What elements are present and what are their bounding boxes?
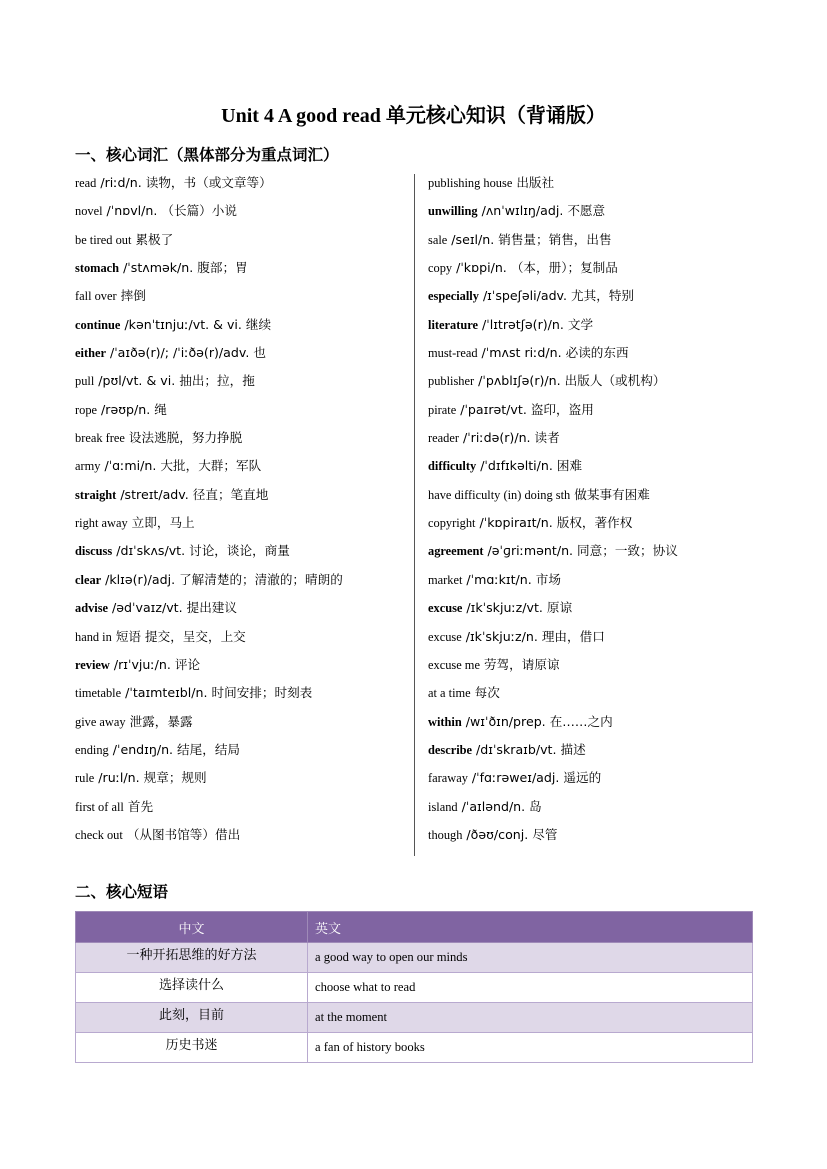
vocab-definition: /rɪˈvjuː/n. 评论 (109, 656, 201, 672)
vocab-entry (75, 796, 415, 824)
vocab-entry (75, 597, 415, 625)
vocab-entry (428, 626, 768, 654)
vocab-entry (75, 229, 415, 257)
column-divider (414, 174, 415, 856)
phrase-english: a fan of history books (308, 1033, 753, 1063)
vocab-definition: /pʊl/vt. & vi. 抽出；拉，拖 (94, 373, 255, 389)
vocab-definition: /dɪˈskʌs/vt. 讨论，谈论，商量 (112, 543, 290, 559)
vocab-entry (428, 342, 768, 370)
vocab-word: difficulty (428, 459, 477, 474)
vocab-word: novel (75, 204, 103, 219)
vocab-definition: /ʌnˈwɪlɪŋ/adj. 不愿意 (477, 203, 606, 219)
vocab-entry (75, 824, 415, 852)
table-row (76, 973, 753, 1003)
vocab-definition: 做某事有困难 (570, 486, 650, 502)
vocab-entry (75, 172, 415, 200)
vocab-word: unwilling (428, 204, 478, 219)
vocab-word: excuse (428, 629, 462, 644)
vocab-definition: /riːd/n. 读物，书（或文章等） (96, 175, 272, 190)
vocab-entry (428, 229, 768, 257)
vocab-definition: 首先 (123, 798, 154, 814)
section-heading-phrases: 二、核心短语 (75, 883, 169, 901)
vocab-word: ending (75, 742, 109, 757)
vocab-entry (75, 739, 415, 767)
vocab-word: discuss (75, 544, 113, 559)
table-row (76, 1033, 753, 1063)
vocab-entry (428, 370, 768, 398)
vocab-entry (428, 796, 768, 824)
vocab-word: hand in (75, 629, 112, 644)
vocab-word: advise (75, 601, 109, 616)
vocab-column-right (428, 172, 768, 852)
phrase-chinese: 历史书迷 (76, 1033, 308, 1063)
vocab-entry (75, 569, 415, 597)
vocab-definition: /ˈdɪfɪkəlti/n. 困难 (476, 458, 583, 474)
vocab-definition: 摔倒 (116, 288, 146, 304)
vocab-definition: /wɪˈðɪn/prep. 在……之内 (461, 713, 613, 729)
vocab-entry (75, 314, 415, 342)
phrase-chinese: 此刻，目前 (76, 1003, 308, 1033)
vocab-entry (75, 285, 415, 313)
table-row (76, 943, 753, 973)
vocab-word: rule (75, 771, 95, 786)
vocab-entry (428, 314, 768, 342)
vocab-definition: 短语 提交，呈交，上交 (111, 628, 246, 644)
vocab-word: agreement (428, 544, 484, 559)
vocab-definition: 泄露，暴露 (125, 713, 193, 729)
vocab-word: give away (75, 714, 126, 729)
section-heading-vocabulary: 一、核心词汇（黑体部分为重点词汇） (75, 146, 339, 164)
header-english: 英文 (308, 912, 753, 943)
vocab-word: market (428, 572, 463, 587)
phrase-table-header (76, 912, 753, 943)
vocab-entry (75, 767, 415, 795)
vocab-word: either (75, 346, 106, 361)
vocab-definition: /ˈlɪtrətʃə(r)/n. 文学 (478, 316, 594, 332)
vocab-word: describe (428, 742, 473, 757)
vocab-definition: /ˈtaɪmteɪbl/n. 时间安排；时刻表 (121, 685, 313, 701)
vocab-entry (75, 427, 415, 455)
vocab-entry (428, 200, 768, 228)
vocab-entry (428, 455, 768, 483)
vocab-word: review (75, 657, 110, 672)
vocab-entry (75, 512, 415, 540)
vocab-definition: /seɪl/n. 销售量；销售，出售 (447, 231, 612, 247)
vocab-word: pull (75, 374, 95, 389)
vocab-definition: /ruːl/n. 规章；规则 (94, 770, 207, 786)
vocab-word: pirate (428, 402, 457, 417)
vocab-definition: /ˈkɒpi/n. （本，册）；复制品 (452, 260, 618, 276)
vocab-word: at a time (428, 686, 471, 701)
vocab-word: copyright (428, 516, 476, 531)
vocab-word: first of all (75, 799, 124, 814)
vocab-definition: /kənˈtɪnjuː/vt. & vi. 继续 (120, 316, 272, 332)
vocab-definition: /ˈmʌst riːd/n. 必读的东西 (477, 345, 629, 361)
vocab-word: literature (428, 317, 478, 332)
vocab-definition: /ɪˈspeʃəli/adv. 尤其，特别 (478, 288, 635, 304)
vocab-word: within (428, 714, 462, 729)
vocab-entry (75, 626, 415, 654)
vocab-entry (428, 569, 768, 597)
phrase-english: at the moment (308, 1003, 753, 1033)
vocab-entry (428, 285, 768, 313)
vocab-definition: /streɪt/adv. 径直；笔直地 (116, 486, 269, 502)
vocab-definition: /ɪkˈskjuːz/n. 理由，借口 (461, 628, 605, 644)
vocab-definition: /ðəʊ/conj. 尽管 (462, 826, 558, 842)
vocab-word: stomach (75, 261, 120, 276)
vocab-definition: /ˈriːdə(r)/n. 读者 (458, 430, 560, 446)
vocab-entry (75, 654, 415, 682)
vocab-word: island (428, 799, 458, 814)
vocab-entry (75, 257, 415, 285)
vocab-column-left (75, 172, 415, 852)
vocab-definition: /ədˈvaɪz/vt. 提出建议 (108, 600, 237, 616)
vocab-word: copy (428, 261, 453, 276)
table-row (76, 1003, 753, 1033)
vocab-definition: /ˈɑːmi/n. 大批，大群；军队 (100, 458, 262, 474)
vocab-entry (75, 370, 415, 398)
vocab-definition: 设法逃脱，努力挣脱 (124, 430, 243, 446)
vocab-entry (428, 711, 768, 739)
vocab-word: read (75, 176, 97, 190)
phrase-chinese: 选择读什么 (76, 973, 308, 1003)
vocab-definition: /rəʊp/n. 绳 (97, 401, 167, 417)
vocab-word: publishing house (428, 176, 513, 190)
vocab-entry (75, 682, 415, 710)
vocab-word: especially (428, 289, 479, 304)
phrase-english: a good way to open our minds (308, 943, 753, 973)
vocab-word: be tired out (75, 232, 132, 247)
vocab-entry (428, 427, 768, 455)
vocab-definition: /ˈaɪðə(r)/; /ˈiːðə(r)/adv. 也 (105, 345, 266, 361)
vocab-word: have difficulty (in) doing sth (428, 487, 571, 502)
vocab-word: faraway (428, 771, 468, 786)
vocab-definition: /klɪə(r)/adj. 了解清楚的；清澈的；晴朗的 (101, 571, 343, 587)
vocab-entry (428, 484, 768, 512)
vocab-entry (428, 654, 768, 682)
vocab-entry (428, 767, 768, 795)
vocab-definition: /ˈnɒvl/n. （长篇）小说 (102, 203, 237, 219)
vocab-entry (428, 739, 768, 767)
header-chinese: 中文 (76, 912, 308, 943)
vocab-word: fall over (75, 289, 117, 304)
vocab-definition: /ˈfɑːrəweɪ/adj. 遥远的 (467, 770, 602, 786)
vocab-entry (75, 484, 415, 512)
vocab-word: army (75, 459, 101, 474)
vocab-definition: 出版社 (512, 175, 555, 190)
vocab-definition: /əˈɡriːmənt/n. 同意；一致；协议 (483, 543, 678, 559)
vocab-word: break free (75, 431, 125, 446)
vocab-word: straight (75, 487, 117, 502)
vocab-definition: /dɪˈskraɪb/vt. 描述 (472, 741, 586, 757)
vocab-entry (428, 540, 768, 568)
vocab-entry (75, 399, 415, 427)
phrase-english: choose what to read (308, 973, 753, 1003)
vocab-word: excuse me (428, 657, 480, 672)
vocab-definition: /ɪkˈskjuːz/vt. 原谅 (462, 600, 573, 616)
vocab-entry (428, 824, 768, 852)
vocab-word: clear (75, 572, 102, 587)
vocab-entry (428, 257, 768, 285)
vocab-entry (75, 540, 415, 568)
vocab-word: publisher (428, 374, 475, 389)
vocab-definition: /ˈkɒpiraɪt/n. 版权，著作权 (475, 515, 633, 531)
phrase-table (75, 911, 753, 1063)
vocab-word: excuse (428, 601, 463, 616)
vocab-word: right away (75, 516, 128, 531)
vocab-word: check out (75, 827, 123, 842)
vocab-entry (428, 512, 768, 540)
vocab-definition: （从图书馆等）借出 (122, 826, 241, 842)
vocab-definition: /ˈaɪlənd/n. 岛 (457, 798, 542, 814)
vocab-entry (428, 597, 768, 625)
vocab-definition: 立即，马上 (127, 515, 195, 531)
phrase-chinese: 一种开拓思维的好方法 (76, 943, 308, 973)
vocab-definition: /ˈpʌblɪʃə(r)/n. 出版人（或机构） (474, 373, 666, 389)
vocab-entry (428, 399, 768, 427)
vocab-definition: 劳驾，请原谅 (479, 656, 560, 672)
vocab-definition: /ˈstʌmək/n. 腹部；胃 (119, 260, 248, 276)
vocab-word: rope (75, 402, 98, 417)
vocab-entry (428, 172, 768, 200)
vocab-word: timetable (75, 686, 122, 701)
vocab-word: sale (428, 232, 448, 247)
vocab-word: though (428, 827, 463, 842)
vocab-entry (75, 200, 415, 228)
vocab-entry (75, 455, 415, 483)
vocab-entry (428, 682, 768, 710)
vocab-definition: /ˈendɪŋ/n. 结尾，结局 (108, 741, 241, 757)
vocab-entry (75, 711, 415, 739)
vocab-word: reader (428, 431, 459, 446)
vocab-definition: 每次 (470, 685, 500, 701)
vocab-word: must-read (428, 346, 478, 361)
vocab-definition: /ˈpaɪrət/vt. 盗印，盗用 (456, 401, 594, 417)
vocab-entry (75, 342, 415, 370)
vocab-word: continue (75, 317, 121, 332)
vocab-definition: /ˈmɑːkɪt/n. 市场 (462, 571, 561, 587)
vocab-definition: 累极了 (131, 231, 174, 247)
page-title: Unit 4 A good read 单元核心知识（背诵版） (221, 105, 606, 127)
